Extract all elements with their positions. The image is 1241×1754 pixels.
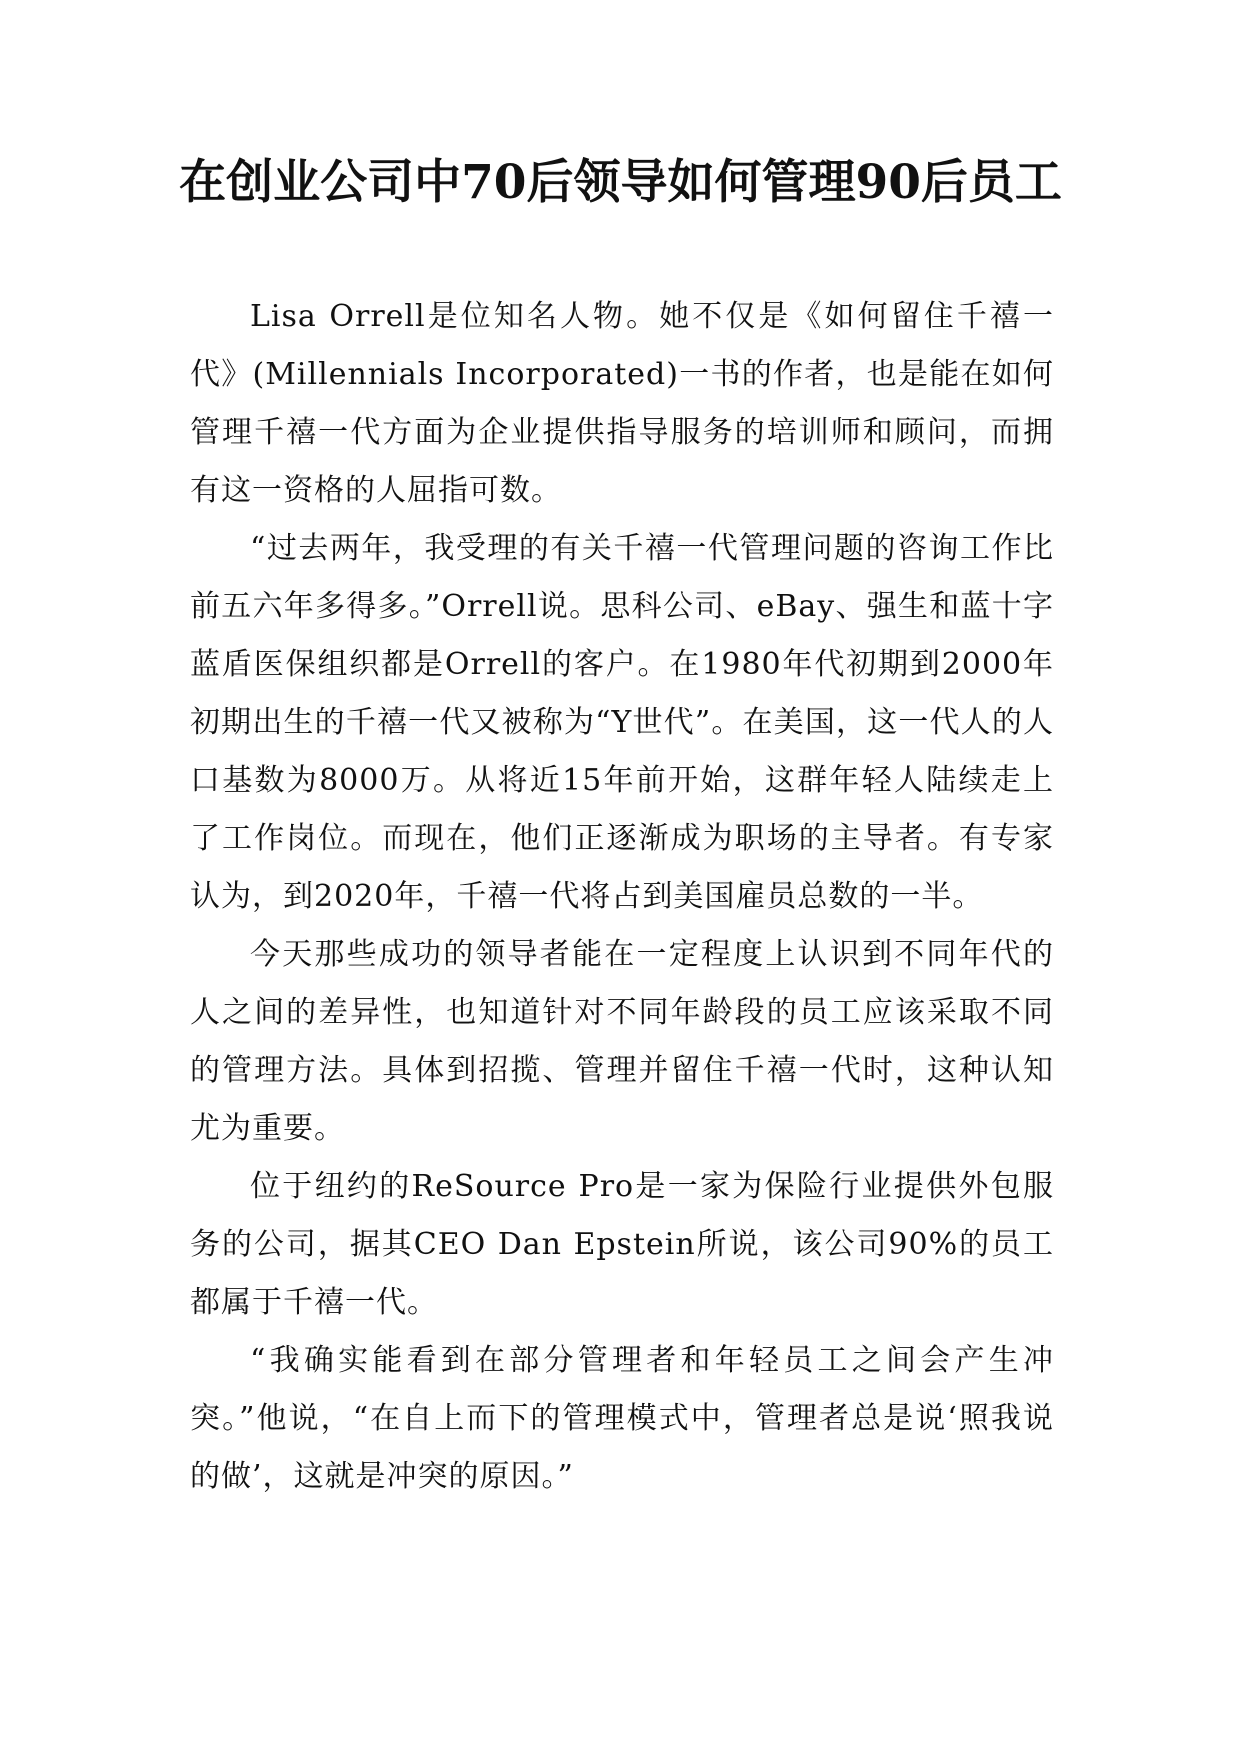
paragraph: Lisa Orrell是位知名人物。她不仅是《如何留住千禧一代》(Millennials Incorporated)一书的作者，也是能在如何管理千禧一代方面为企业提供指导服务的培训师和顾问，而拥有这一资格的人屈指可数。 (190, 299, 1054, 508)
paragraph: “我确实能看到在部分管理者和年轻员工之间会产生冲突。”他说，“在自上而下的管理模式中，管理者总是说‘照我说的做’，这就是冲突的原因。” (190, 1343, 1054, 1494)
document-title: 在创业公司中70后领导如何管理90后员工 (179, 155, 1062, 210)
paragraph: “过去两年，我受理的有关千禧一代管理问题的咨询工作比前五六年多得多。”Orrell说。思科公司、eBay、强生和蓝十字蓝盾医保组织都是Orrell的客户。在1980年代初期到2000年初期出生的千禧一代又被称为“Y世代”。在美国，这一代人的人口基数为8000万。从将近15年前开始，这群年轻人陆续走上了工作岗位。而现在，他们正逐渐成为职场的主导者。有专家认为，到2020年，千禧一代将占到美国雇员总数的一半。 (190, 531, 1054, 914)
paragraph: 今天那些成功的领导者能在一定程度上认识到不同年代的人之间的差异性，也知道针对不同年龄段的员工应该采取不同的管理方法。具体到招揽、管理并留住千禧一代时，这种认知尤为重要。 (190, 937, 1054, 1146)
paragraph: 位于纽约的ReSource Pro是一家为保险行业提供外包服务的公司，据其CEO Dan Epstein所说，该公司90%的员工都属于千禧一代。 (190, 1169, 1054, 1320)
document-body (190, 288, 1054, 1506)
